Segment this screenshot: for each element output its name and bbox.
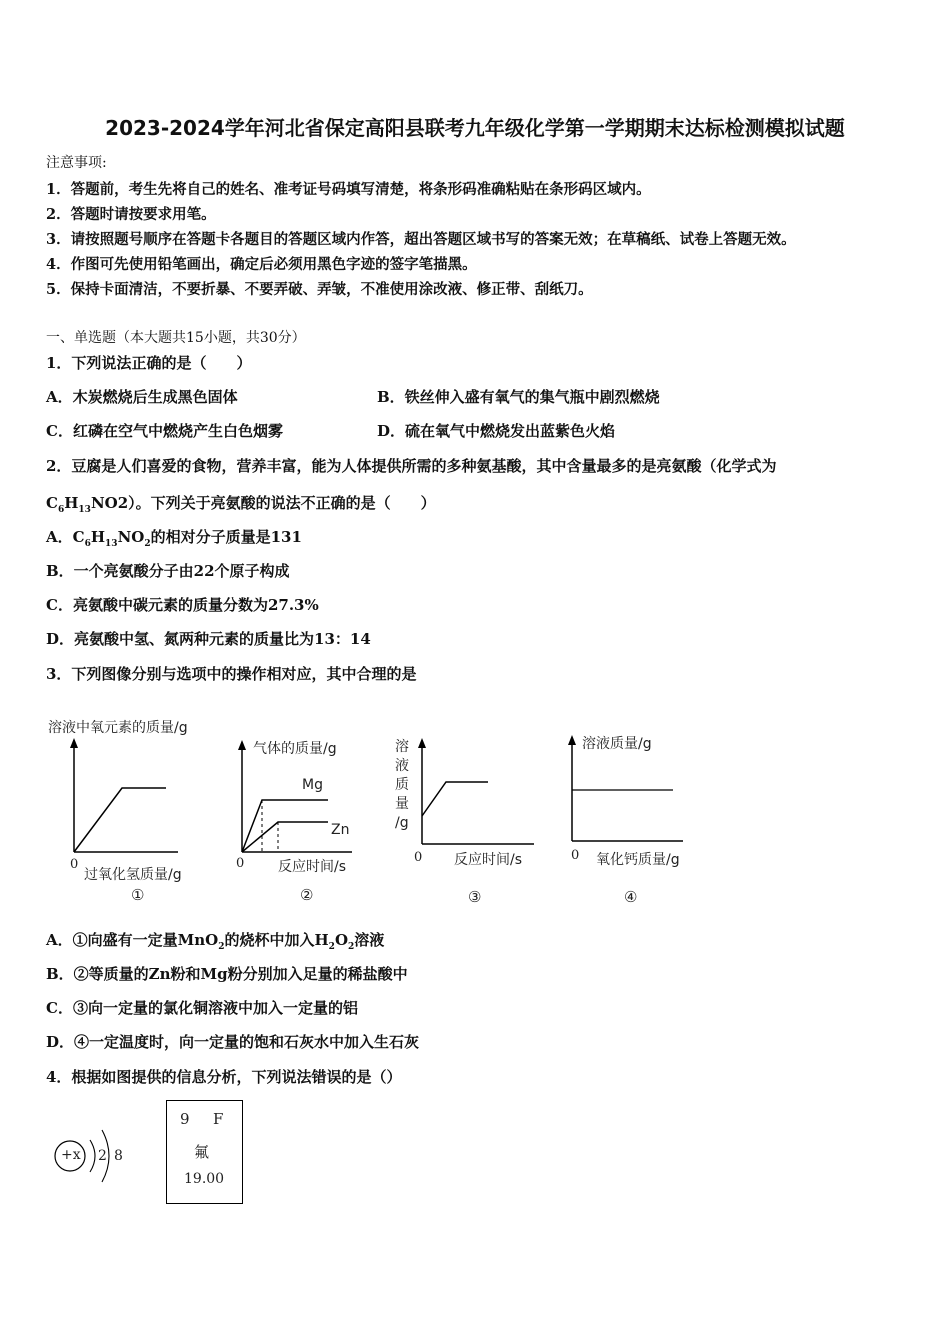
element-atomic-number: 9 — [180, 1110, 190, 1128]
graph3-number: ③ — [468, 888, 482, 906]
graph4-ylabel: 溶液质量/g — [582, 736, 652, 752]
graph4 — [565, 735, 685, 845]
element-name: 氟 — [194, 1143, 210, 1161]
graph3-ylabel: 溶 液 质 量 /g — [395, 739, 409, 831]
q3-option-c: C．③向一定量的氯化铜溶液中加入一定量的铝 — [46, 999, 358, 1017]
question-4-stem: 4．根据如图提供的信息分析，下列说法错误的是（） — [46, 1068, 402, 1086]
graph4-y-arrow — [568, 735, 576, 745]
graph1 — [60, 738, 180, 858]
graph3-curve — [422, 782, 488, 816]
element-atomic-mass: 19.00 — [184, 1171, 225, 1187]
graph4-number: ④ — [624, 888, 638, 906]
notice-item: 3．请按照题号顺序在答题卡各题目的答题区域内作答，超出答题区域书写的答案无效；在草稿纸、试卷上答题无效。 — [46, 231, 796, 248]
q1-option-c: C．红磷在空气中燃烧产生白色烟雾 — [46, 422, 283, 440]
graph2-zn-curve — [242, 822, 328, 852]
shell-2-electrons: 8 — [114, 1148, 123, 1164]
notice-item: 2．答题时请按要求用笔。 — [46, 206, 216, 223]
q2-option-d: D．亮氨酸中氢、氮两种元素的质量比为13：14 — [46, 630, 371, 648]
graph1-y-arrow — [70, 738, 78, 748]
graph2-y-arrow — [238, 740, 246, 750]
graph3-xlabel: 反应时间/s — [454, 852, 523, 868]
graph1-number: ① — [131, 886, 145, 904]
q3-option-a: A．①向盛有一定量MnO$_2$的烧杯中加入$H_2O_2$溶液 — [46, 931, 385, 952]
q2-option-b: B．一个亮氨酸分子由22个原子构成 — [46, 562, 290, 580]
question-2-stem-cont: $C_6H_{13}NO2$）。下列关于亮氨酸的说法不正确的是（ ） — [46, 494, 436, 515]
graph1-curve — [74, 788, 166, 852]
notice-item: 5．保持卡面清洁，不要折暴、不要弄破、弄皱，不准使用涂改液、修正带、刮纸刀。 — [46, 281, 593, 298]
q1-option-b: B．铁丝伸入盛有氧气的集气瓶中剧烈燃烧 — [377, 388, 660, 406]
q1-option-a: A．木炭燃烧后生成黑色固体 — [46, 388, 238, 406]
notice-item: 1．答题前，考生先将自己的姓名、准考证号码填写清楚，将条形码准确粘贴在条形码区域内。 — [46, 181, 651, 198]
section-heading: 一、单选题（本大题共15小题，共30分） — [46, 330, 306, 346]
graph2-zn-label: Zn — [331, 822, 350, 838]
question-2-stem: 2．豆腐是人们喜爱的食物，营养丰富，能为人体提供所需的多种氨基酸，其中含量最多的是亮氨酸（化学式为 — [46, 457, 777, 475]
q3-option-b: B．②等质量的Zn粉和Mg粉分别加入足量的稀盐酸中 — [46, 965, 408, 983]
q1-option-d: D．硫在氧气中燃烧发出蓝紫色火焰 — [377, 422, 616, 440]
shell-arc-1 — [90, 1140, 95, 1172]
question-3-stem: 3．下列图像分别与选项中的操作相对应，其中合理的是 — [46, 665, 417, 683]
graph3-y-arrow — [418, 738, 426, 748]
nucleus-label: +x — [61, 1147, 81, 1163]
graph4-origin: 0 — [571, 848, 580, 863]
graph1-origin: 0 — [70, 857, 79, 872]
graph2-mg-curve — [242, 800, 328, 852]
shell-1-electrons: 2 — [98, 1148, 107, 1164]
notice-item: 4．作图可先使用铅笔画出，确定后必须用黑色字迹的签字笔描黑。 — [46, 256, 477, 273]
graph4-xlabel: 氧化钙质量/g — [596, 852, 680, 868]
graph2-ylabel: 气体的质量/g — [253, 741, 337, 757]
graph2-xlabel: 反应时间/s — [278, 859, 347, 875]
graph3 — [416, 738, 536, 848]
graph1-xlabel: 过氧化氢质量/g — [84, 867, 182, 883]
q2-option-a: A．$C_6H_{13}NO_2$的相对分子质量是131 — [46, 528, 302, 549]
graph1-ylabel: 溶液中氧元素的质量/g — [48, 720, 188, 736]
graph3-origin: 0 — [414, 850, 423, 865]
exam-title: 2023-2024学年河北省保定高阳县联考九年级化学第一学期期末达标检测模拟试题 — [105, 116, 845, 140]
q2-option-c: C．亮氨酸中碳元素的质量分数为27.3% — [46, 596, 319, 614]
graph2-origin: 0 — [236, 856, 245, 871]
notice-heading: 注意事项: — [46, 155, 107, 171]
q3-option-d: D．④一定温度时，向一定量的饱和石灰水中加入生石灰 — [46, 1033, 420, 1051]
graph2-number: ② — [300, 886, 314, 904]
element-symbol: F — [213, 1110, 224, 1128]
graph2-mg-label: Mg — [302, 777, 323, 793]
question-1-stem: 1．下列说法正确的是（ ） — [46, 354, 252, 372]
